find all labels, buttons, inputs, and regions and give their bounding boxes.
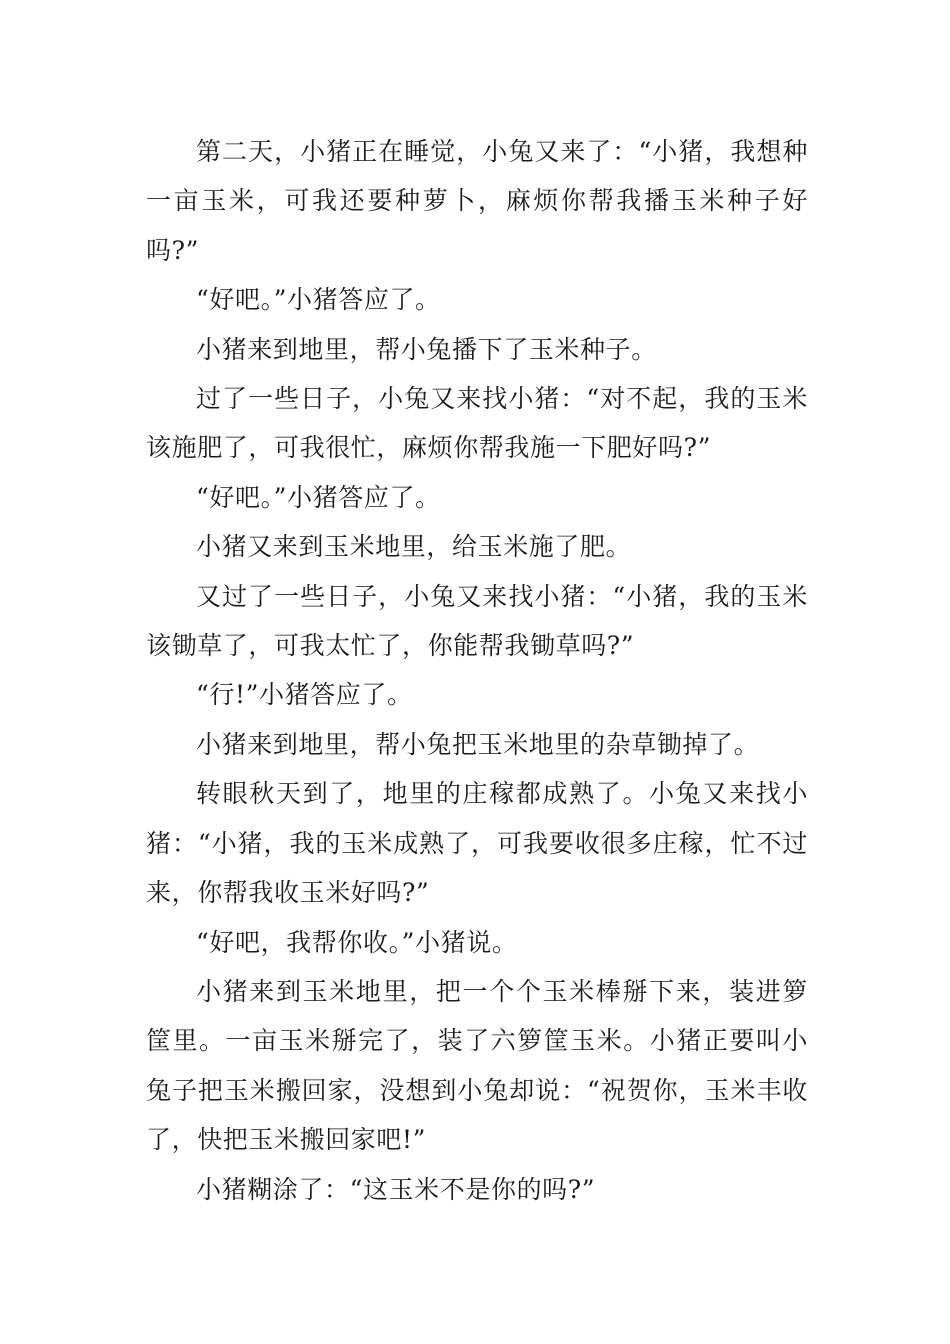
paragraph: 小猪来到地里，帮小兔播下了玉米种子。 [196, 334, 657, 364]
paragraph: 小猪糊涂了：“这玉米不是你的吗?” [196, 1174, 596, 1204]
paragraph: 转眼秋天到了，地里的庄稼都成熟了。小兔又来找小猪：“小猪，我的玉米成熟了，可我要收很多庄稼，忙不过来，你帮我收玉米好吗?” [146, 779, 808, 908]
paragraph: 小猪来到地里，帮小兔把玉米地里的杂草锄掉了。 [196, 729, 760, 759]
paragraph: 第二天，小猪正在睡觉，小兔又来了：“小猪，我想种一亩玉米，可我还要种萝卜，麻烦你帮我播玉米种子好吗?” [146, 137, 808, 265]
document-body [146, 127, 808, 1214]
paragraph: “好吧，我帮你收。”小猪说。 [196, 927, 518, 957]
paragraph: “好吧。”小猪答应了。 [196, 285, 441, 315]
paragraph: “好吧。”小猪答应了。 [196, 482, 441, 512]
paragraph: 又过了一些日子，小兔又来找小猪：“小猪，我的玉米该锄草了，可我太忙了，你能帮我锄草吗?” [146, 581, 808, 661]
paragraph: “行!”小猪答应了。 [196, 680, 413, 710]
paragraph: 小猪来到玉米地里，把一个个玉米棒掰下来，装进箩筐里。一亩玉米掰完了，装了六箩筐玉米。小猪正要叫小兔子把玉米搬回家，没想到小兔却说：“祝贺你，玉米丰收了，快把玉米搬回家吧!” [146, 976, 808, 1155]
paragraph: 过了一些日子，小兔又来找小猪：“对不起，我的玉米该施肥了，可我很忙，麻烦你帮我施一下肥好吗?” [146, 384, 808, 463]
paragraph: 小猪又来到玉米地里，给玉米施了肥。 [196, 532, 632, 562]
